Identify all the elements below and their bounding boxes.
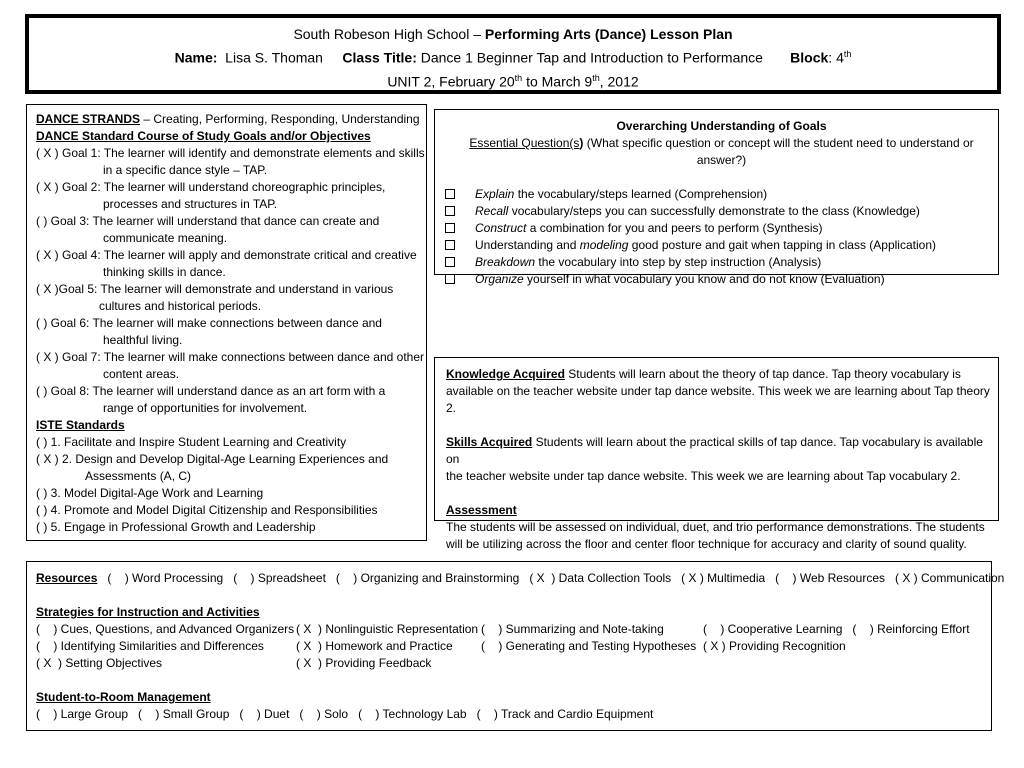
goal-text: vocabulary/steps you can successfully demonstrate to the class (Knowledge) <box>508 204 920 218</box>
dance-strands-panel <box>26 104 427 541</box>
unit-line <box>29 68 997 92</box>
checkbox-icon <box>445 189 455 199</box>
class-title-value: Dance 1 Beginner Tap and Introduction to Performance <box>420 49 763 66</box>
goal-item: ( ) Goal 3: The learner will understand that dance can create and <box>36 214 380 228</box>
school-name: South Robeson High School – <box>293 26 485 42</box>
goal-item-continued: cultures and historical periods. <box>99 299 262 313</box>
goal-checklist <box>445 186 998 288</box>
iste-item: ( ) 4. Promote and Model Digital Citizenship and Responsibilities <box>36 503 378 517</box>
resources-title: Resources <box>36 571 98 585</box>
strategy-option: ( X ) Setting Objectives <box>36 656 163 670</box>
standard-course-title: DANCE Standard Course of Study Goals and/or Objectives <box>36 129 371 143</box>
goal-list <box>36 145 426 417</box>
unit-sup-1: th <box>514 72 523 83</box>
lesson-plan-header <box>25 14 1001 94</box>
unit-end: to March 9 <box>522 73 593 90</box>
strategy-option: ( ) Generating and Testing Hypotheses <box>481 639 697 653</box>
goal-text-pre: Understanding and <box>475 238 580 252</box>
spacer <box>446 485 998 502</box>
iste-title: ISTE Standards <box>36 418 125 432</box>
unit-sup-2: th <box>592 72 600 83</box>
iste-item: ( ) 5. Engage in Professional Growth and Leadership <box>36 520 316 534</box>
unit-start: UNIT 2, February 20 <box>387 73 515 90</box>
room-management-title: Student-to-Room Management <box>36 690 211 704</box>
strategy-option: ( ) Identifying Similarities and Differences <box>36 639 264 653</box>
goal-item-continued: healthful living. <box>103 333 183 347</box>
strategy-option: ( ) Cues, Questions, and Advanced Organizers <box>36 622 295 636</box>
class-title-label: Class Title: <box>342 49 417 66</box>
goal-item: ( X ) Goal 2: The learner will understand choreographic principles, <box>36 180 386 194</box>
goal-checklist-item <box>445 237 998 254</box>
strategies-title: Strategies for Instruction and Activities <box>36 605 260 619</box>
checkbox-icon <box>445 274 455 284</box>
goal-text: good posture and gait when tapping in class (Application) <box>628 238 936 252</box>
goal-verb: Recall <box>475 204 509 218</box>
iste-item-continued: Assessments (A, C) <box>85 469 192 483</box>
goal-item: ( ) Goal 6: The learner will make connections between dance and <box>36 316 382 330</box>
strategies-grid <box>36 621 991 672</box>
goal-checklist-item <box>445 186 998 203</box>
essential-question-label: Essential Question(s <box>469 136 580 150</box>
checkbox-icon <box>445 223 455 233</box>
skills-title: Skills Acquired <box>446 435 533 449</box>
iste-item: ( ) 1. Facilitate and Inspire Student Learning and Creativity <box>36 435 347 449</box>
goal-item: ( X )Goal 5: The learner will demonstrate and understand in various <box>36 282 394 296</box>
goal-text: the vocabulary/steps learned (Comprehension) <box>514 187 768 201</box>
assessment-text-2: will be utilizing across the floor and center floor technique for accuracy and clarity of sound quality. <box>446 537 967 551</box>
block-value: : 4 <box>828 49 844 66</box>
resources-line <box>36 570 1005 587</box>
strands-line <box>36 111 426 128</box>
block-label: Block <box>790 49 829 66</box>
spacer <box>36 672 991 689</box>
goal-verb: modeling <box>579 238 629 252</box>
strategy-option: ( ) Cooperative Learning ( ) Reinforcing Effort <box>703 622 970 636</box>
checkbox-icon <box>445 240 455 250</box>
spacer <box>446 417 998 434</box>
goals-title: Overarching Understanding of Goals <box>616 119 827 133</box>
resources-panel <box>26 561 1005 731</box>
spacer <box>445 169 998 186</box>
goal-verb: Organize <box>475 272 524 286</box>
strategy-option: ( X ) Nonlinguistic Representation <box>296 622 479 636</box>
name-label: Name: <box>174 49 218 66</box>
knowledge-skills-panel <box>434 357 999 551</box>
iste-item: ( ) 3. Model Digital-Age Work and Learning <box>36 486 264 500</box>
goal-item-continued: range of opportunities for involvement. <box>103 401 308 415</box>
essential-question-text: (What specific question or concept will the student need to understand or answer?) <box>583 136 974 167</box>
assessment-title: Assessment <box>446 503 517 517</box>
essential-question-paren: ) <box>579 136 584 150</box>
name-value: Lisa S. Thoman <box>225 49 323 66</box>
strands-title: DANCE STRANDS <box>36 112 141 126</box>
spacer <box>36 587 991 604</box>
skills-line-1 <box>446 434 998 468</box>
goal-text: a combination for you and peers to perform (Synthesis) <box>526 221 823 235</box>
iste-item: ( X ) 2. Design and Develop Digital-Age Learning Experiences and <box>36 452 389 466</box>
goal-checklist-item <box>445 220 998 237</box>
header-line-1 <box>29 24 997 44</box>
strategy-option: ( X ) Providing Feedback <box>296 656 432 670</box>
strands-list: – Creating, Performing, Responding, Understanding <box>140 112 420 126</box>
knowledge-line-1 <box>446 366 998 383</box>
header-line-2 <box>29 44 997 68</box>
skills-text-2: the teacher website under tap dance website. This week we are learning about Tap vocabulary 2. <box>446 469 961 483</box>
block-sup: th <box>843 49 852 59</box>
goal-verb: Breakdown <box>475 255 536 269</box>
goal-checklist-item <box>445 271 998 288</box>
strategy-option: ( X ) Providing Recognition <box>703 639 846 653</box>
knowledge-text: Students will learn about the theory of tap dance. Tap theory vocabulary is <box>564 367 961 381</box>
goal-verb: Construct <box>475 221 527 235</box>
resources-options: ( ) Word Processing ( ) Spreadsheet ( ) Organizing and Brainstorming ( X ) Data Collection Tools ( X ) Multimedia ( ) Web Resources ( X ) Communication <box>97 571 1005 585</box>
knowledge-title: Knowledge Acquired <box>446 367 565 381</box>
goal-item: ( X ) Goal 1: The learner will identify and demonstrate elements and skills <box>36 146 425 160</box>
strategy-option: ( ) Summarizing and Note-taking <box>481 622 664 636</box>
goal-text: yourself in what vocabulary you know and do not know (Evaluation) <box>523 272 885 286</box>
goal-item: ( X ) Goal 7: The learner will make connections between dance and other <box>36 350 424 364</box>
strategies-row <box>36 655 991 672</box>
checkbox-icon <box>445 206 455 216</box>
strategies-row <box>36 638 991 655</box>
goal-item-continued: content areas. <box>103 367 180 381</box>
strategy-option: ( X ) Homework and Practice <box>296 639 453 653</box>
goal-item: ( X ) Goal 4: The learner will apply and demonstrate critical and creative <box>36 248 417 262</box>
strategies-row <box>36 621 991 638</box>
checkbox-icon <box>445 257 455 267</box>
goal-item-continued: in a specific dance style – TAP. <box>103 163 268 177</box>
overarching-goals-panel <box>434 109 999 286</box>
goal-verb: Explain <box>475 187 515 201</box>
goal-checklist-item <box>445 203 998 220</box>
goal-item: ( ) Goal 8: The learner will understand dance as an art form with a <box>36 384 386 398</box>
plan-title: Performing Arts (Dance) Lesson Plan <box>484 26 733 42</box>
essential-question-line <box>445 135 998 169</box>
goal-text: the vocabulary into step by step instruction (Analysis) <box>535 255 822 269</box>
goal-item-continued: communicate meaning. <box>103 231 228 245</box>
goal-checklist-item <box>445 254 998 271</box>
goal-item-continued: processes and structures in TAP. <box>103 197 278 211</box>
assessment-text: The students will be assessed on individual, duet, and trio performance demonstrations. The students <box>446 520 985 534</box>
goal-item-continued: thinking skills in dance. <box>103 265 226 279</box>
knowledge-text-2: available on the teacher website under tap dance website. This week we are learning about Tap theory 2. <box>446 384 990 415</box>
unit-year: , 2012 <box>599 73 639 90</box>
skills-text: Students will learn about the practical skills of tap dance. Tap vocabulary is available on <box>446 435 983 466</box>
room-management-options: ( ) Large Group ( ) Small Group ( ) Duet ( ) Solo ( ) Technology Lab ( ) Track and Cardio Equipment <box>36 707 654 721</box>
